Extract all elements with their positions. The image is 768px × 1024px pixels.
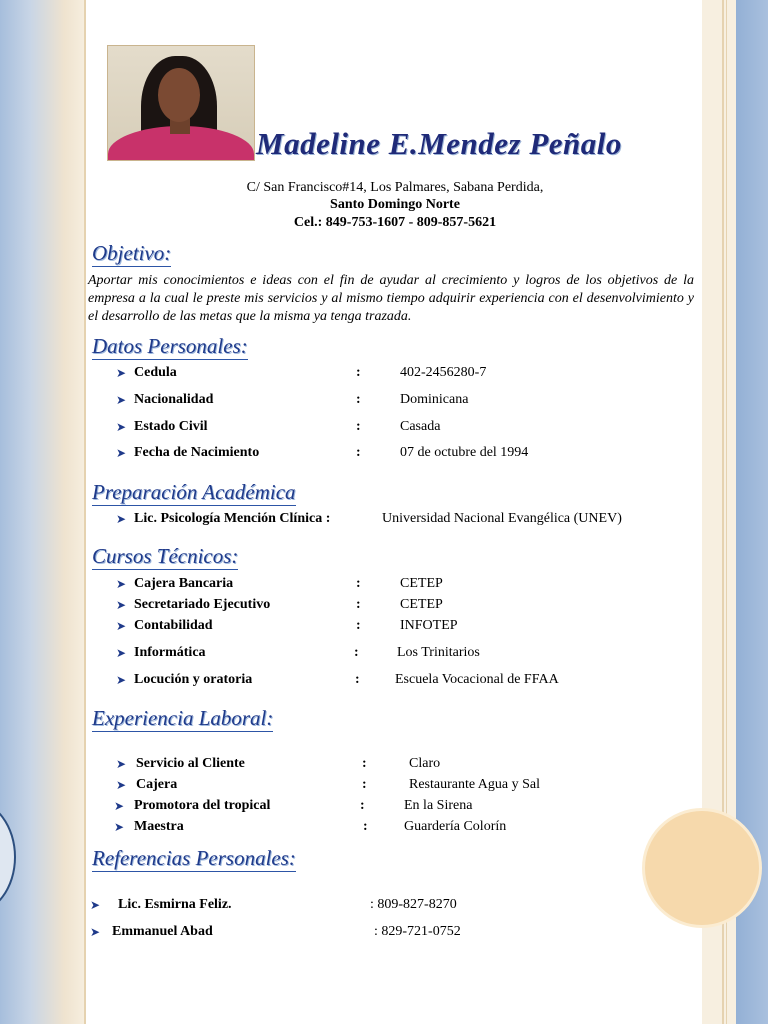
item-separator: : [354,645,359,660]
item-separator: : [356,445,361,460]
item-value: En la Sirena [404,798,473,813]
item-separator: : [356,365,361,380]
bullet-arrow-icon: ➤ [116,619,127,633]
item-label: Locución y oratoria [134,672,253,687]
item-separator: : [356,576,361,591]
item-label: Fecha de Nacimiento [134,445,260,460]
item-separator: : [355,672,360,687]
item-label: Emmanuel Abad [112,924,213,939]
item-value: INFOTEP [400,618,458,633]
item-label: Nacionalidad [134,392,214,407]
item-value: Restaurante Agua y Sal [409,777,541,792]
item-value: CETEP [400,576,443,591]
item-value: Dominicana [400,392,469,407]
item-label: Lic. Esmirna Feliz. [118,897,232,912]
section-title-preparacion-academica: Preparación Académica [92,480,296,504]
bullet-arrow-icon: ➤ [116,420,127,434]
item-value: 402-2456280-7 [400,365,487,380]
item-label: Cajera Bancaria [134,576,234,591]
item-separator: : [356,618,361,633]
item-separator: : [360,798,365,813]
address-line-2: Santo Domingo Norte [330,197,460,212]
section-title-cursos-tecnicos: Cursos Técnicos: [92,544,239,568]
item-value: Claro [409,756,441,771]
item-separator: : [362,777,367,792]
item-label: Servicio al Cliente [136,756,245,771]
bullet-arrow-icon: ➤ [90,925,101,939]
bullet-arrow-icon: ➤ [114,820,125,834]
address-line-1: C/ San Francisco#14, Los Palmares, Sabana Perdida, [246,180,544,195]
item-label: Maestra [134,819,184,834]
bullet-arrow-icon: ➤ [116,512,127,526]
section-title-datos-personales: Datos Personales: [92,334,248,358]
item-separator: : [356,392,361,407]
item-label: Estado Civil [134,419,208,434]
item-label: Promotora del tropical [134,798,271,813]
item-label: Cedula [134,365,177,380]
bullet-arrow-icon: ➤ [116,446,127,460]
item-separator: : [362,756,367,771]
item-label: Contabilidad [134,618,213,633]
section-title-referencias-personales: Referencias Personales: [92,846,296,870]
item-separator: : [363,819,368,834]
section-title-experiencia-laboral: Experiencia Laboral: [92,706,274,730]
profile-photo [107,45,255,161]
phone-line: Cel.: 849-753-1607 - 809-857-5621 [293,215,497,230]
item-value: Casada [400,419,441,434]
item-label: Informática [134,645,206,660]
bullet-arrow-icon: ➤ [116,778,127,792]
bullet-arrow-icon: ➤ [116,577,127,591]
section-title-objetivo: Objetivo: [92,241,172,265]
bullet-arrow-icon: ➤ [116,366,127,380]
bullet-arrow-icon: ➤ [90,898,101,912]
left-border-line [84,0,86,1024]
right-decorative-circle [642,808,762,928]
objective-text: Aportar mis conocimientos e ideas con el fin de ayudar al crecimiento y logros de los objetivos de la empresa a la cual le preste mis servicios y al mismo tiempo adquirir experiencia con el desenvolvimiento y el desarrollo de las metas que la misma ya tenga trazada. [88,273,694,324]
item-value: : 809-827-8270 [370,897,457,912]
bullet-arrow-icon: ➤ [116,757,127,771]
education-degree: Lic. Psicología Mención Clínica : [134,511,331,526]
bullet-arrow-icon: ➤ [116,393,127,407]
candidate-name: Madeline E.Mendez Peñalo [256,126,622,161]
item-value: Guardería Colorín [404,819,507,834]
bullet-arrow-icon: ➤ [116,646,127,660]
education-institution: Universidad Nacional Evangélica (UNEV) [382,511,622,526]
item-value: Los Trinitarios [397,645,480,660]
bullet-arrow-icon: ➤ [116,673,127,687]
item-label: Cajera [136,777,178,792]
item-value: 07 de octubre del 1994 [400,445,529,460]
item-value: : 829-721-0752 [374,924,461,939]
item-label: Secretariado Ejecutivo [134,597,271,612]
item-value: CETEP [400,597,443,612]
bullet-arrow-icon: ➤ [116,598,127,612]
item-value: Escuela Vocacional de FFAA [395,672,559,687]
item-separator: : [356,419,361,434]
bullet-arrow-icon: ➤ [114,799,125,813]
item-separator: : [356,597,361,612]
